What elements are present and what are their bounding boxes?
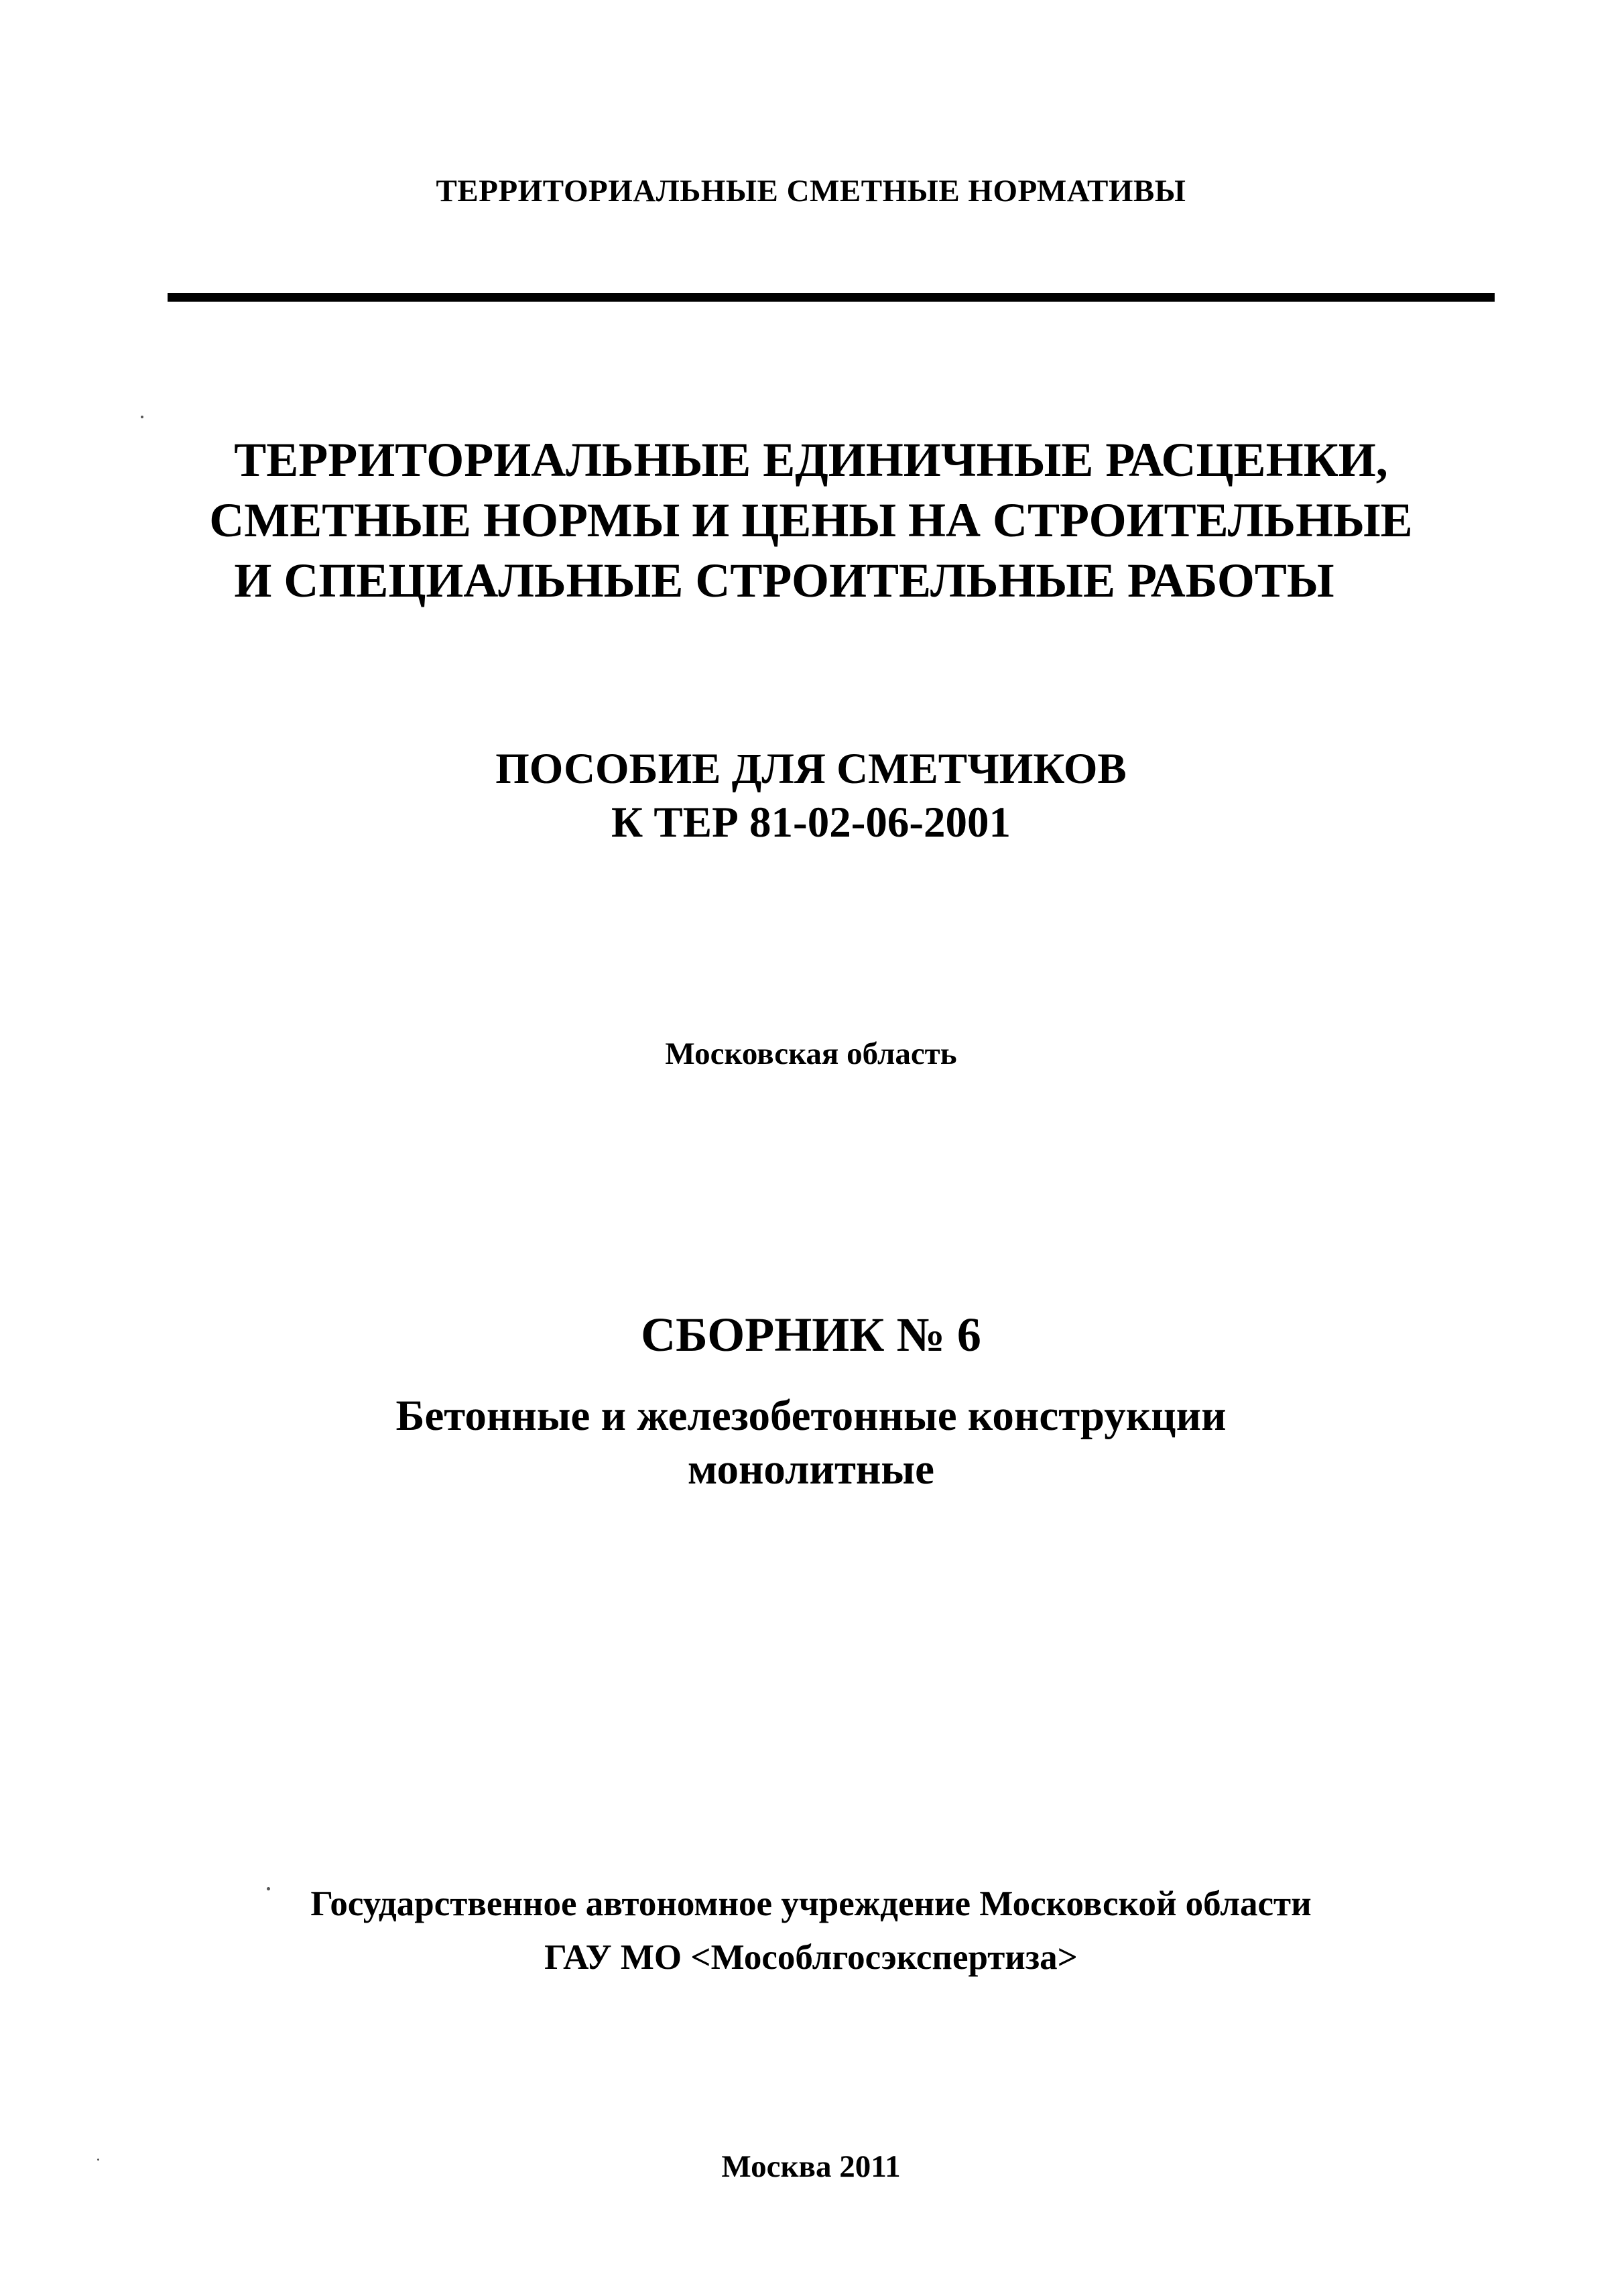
collection-subject-line-1: Бетонные и железобетонные конструкции	[395, 1392, 1227, 1440]
collection-number: СБОРНИК № 6	[641, 1308, 981, 1362]
main-title-line-2: СМЕТНЫЕ НОРМЫ И ЦЕНЫ НА СТРОИТЕЛЬНЫЕ	[209, 493, 1413, 547]
scan-speck	[97, 2159, 99, 2161]
collection-subject-line-2: монолитные	[688, 1445, 934, 1494]
main-title-line-3: И СПЕЦИАЛЬНЫЕ СТРОИТЕЛЬНЫЕ РАБОТЫ	[234, 554, 1334, 607]
publisher-line-1: Государственное автономное учреждение Московской области	[310, 1884, 1312, 1923]
series-title: ТЕРРИТОРИАЛЬНЫЕ СМЕТНЫЕ НОРМАТИВЫ	[436, 174, 1186, 208]
guide-title-line-2: К ТЕР 81-02-06-2001	[611, 798, 1011, 847]
main-title-line-1: ТЕРРИТОРИАЛЬНЫЕ ЕДИНИЧНЫЕ РАСЦЕНКИ,	[234, 433, 1388, 487]
header-divider	[168, 293, 1495, 302]
region-label: Московская область	[665, 1036, 957, 1071]
place-and-year: Москва 2011	[721, 2149, 901, 2184]
guide-title-line-1: ПОСОБИЕ ДЛЯ СМЕТЧИКОВ	[495, 745, 1127, 793]
scan-speck	[267, 1887, 270, 1890]
publisher-line-2: ГАУ МО <Мособлгосэкспертиза>	[544, 1938, 1078, 1977]
scan-speck	[141, 416, 143, 418]
